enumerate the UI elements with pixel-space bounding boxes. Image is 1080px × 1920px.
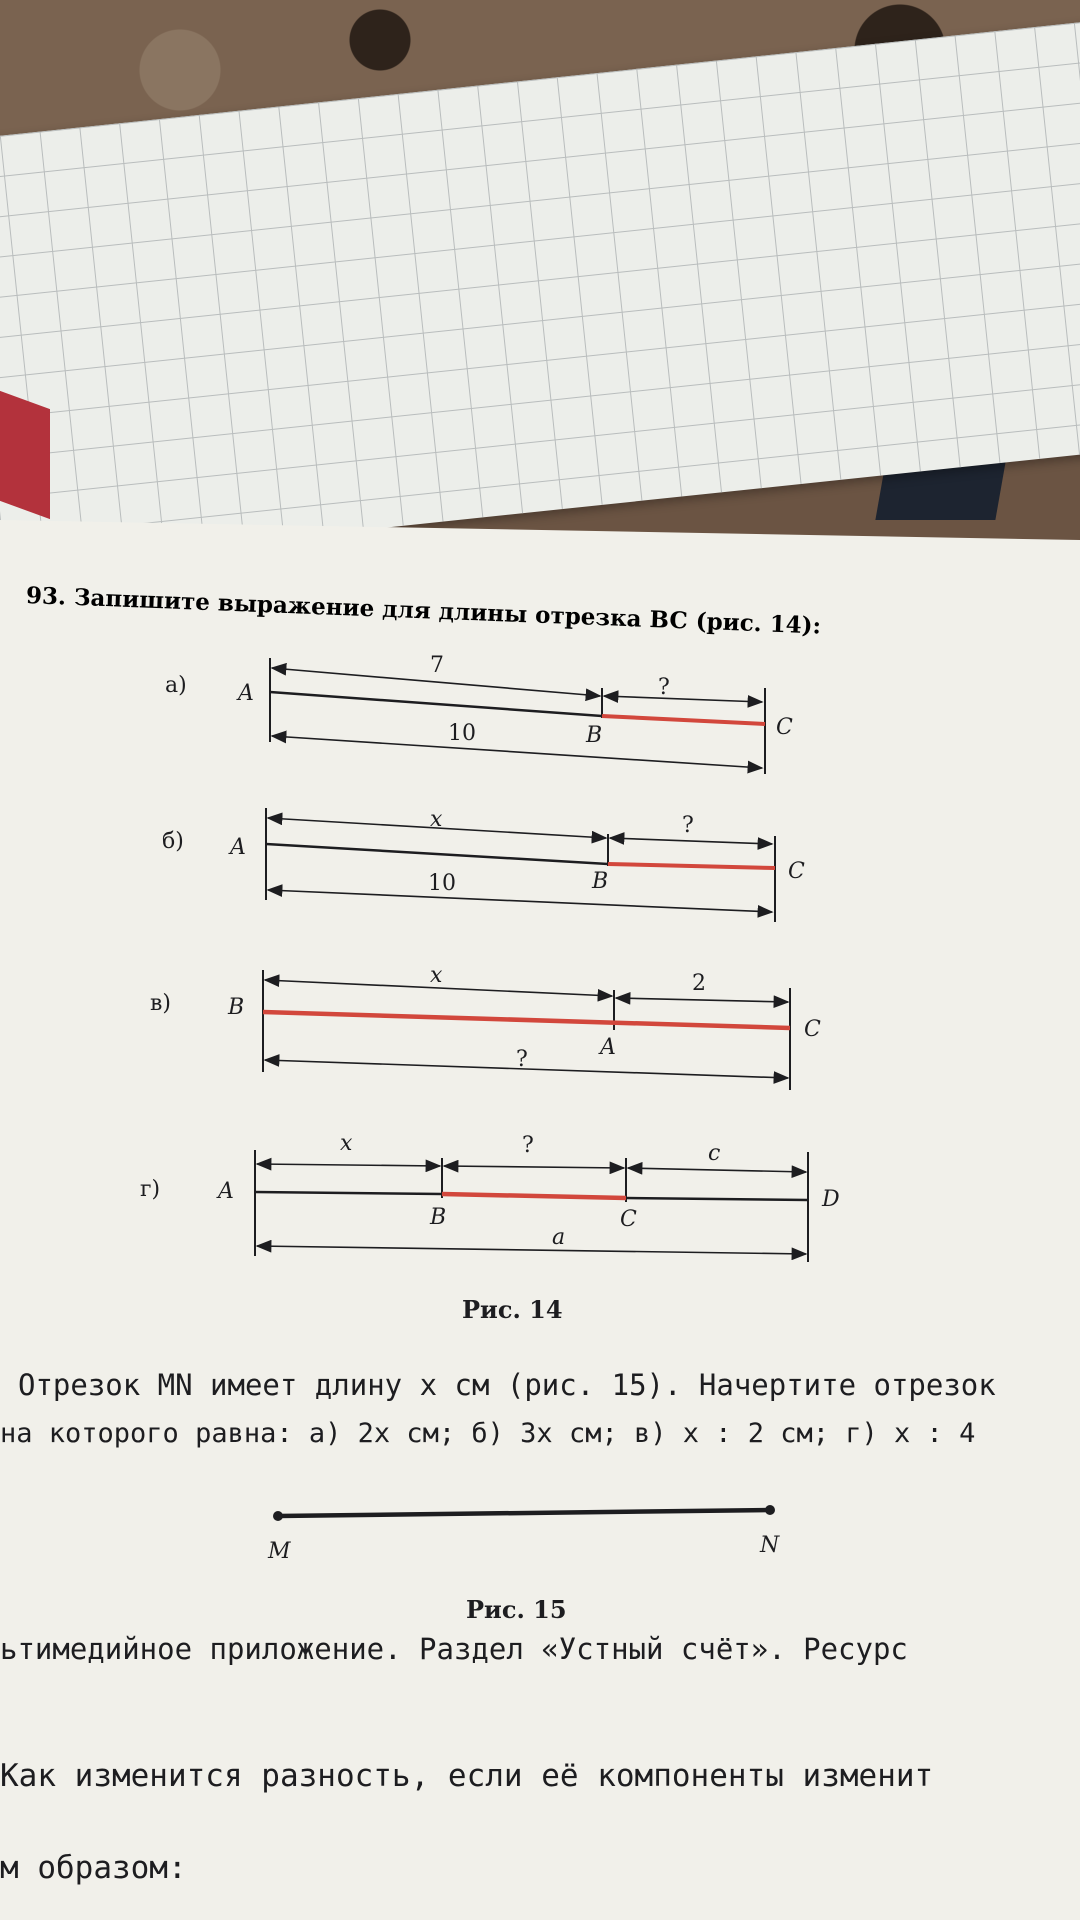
length-ac: 10	[428, 871, 456, 896]
point-b: B	[586, 723, 603, 748]
point-m: M	[268, 1539, 291, 1564]
part-a-label: а)	[165, 673, 187, 698]
point-b: B	[228, 995, 245, 1020]
footer-line-3: м образом:	[0, 1850, 187, 1886]
point-a: A	[218, 1179, 234, 1204]
length-bc-unknown: ?	[682, 813, 694, 838]
point-a: A	[238, 681, 254, 706]
point-c: C	[620, 1207, 637, 1232]
length-ab: x	[340, 1131, 353, 1156]
point-b: B	[592, 869, 609, 894]
point-c: C	[788, 859, 805, 884]
length-ac: 10	[448, 721, 476, 746]
fig14-part-b	[162, 807, 805, 922]
point-d: D	[822, 1187, 840, 1212]
part-v-label: в)	[150, 991, 171, 1016]
length-ab: 7	[430, 653, 444, 678]
footer-line-2: Как изменится разность, если её компоненты изменит	[0, 1758, 934, 1794]
figure-14-caption: Рис. 14	[462, 1295, 563, 1324]
problem-text: Запишите выражение для длины отрезка BC (рис. 14):	[73, 583, 822, 640]
point-c: C	[804, 1017, 821, 1042]
point-c: C	[776, 715, 793, 740]
part-g-label: г)	[140, 1177, 161, 1202]
task-line-1: Отрезок MN имеет длину x см (рис. 15). Начертите отрезок	[18, 1368, 996, 1402]
length-bc-unknown: ?	[522, 1133, 534, 1158]
length-ba: x	[430, 963, 443, 988]
task-line-2: на которого равна: а) 2x см; б) 3x см; в) x : 2 см; г) x : 4	[0, 1418, 976, 1449]
fig14-part-a	[165, 653, 793, 774]
point-a: A	[230, 835, 246, 860]
figure-15-caption: Рис. 15	[466, 1595, 567, 1624]
point-n: N	[760, 1533, 780, 1558]
point-a: A	[600, 1035, 616, 1060]
length-ac: 2	[692, 971, 706, 996]
footer-line-1: ьтимедийное приложение. Раздел «Устный счёт». Ресурс	[0, 1632, 908, 1666]
length-bc-unknown: ?	[516, 1047, 528, 1072]
point-b: B	[430, 1205, 447, 1230]
figure-15-diagram	[267, 1505, 780, 1564]
length-cd: c	[708, 1141, 721, 1166]
length-bc-unknown: ?	[658, 675, 670, 700]
part-b-label: б)	[162, 829, 184, 854]
problem-number: 93.	[25, 582, 67, 611]
length-ad: a	[552, 1225, 566, 1250]
fig14-part-v	[150, 963, 821, 1090]
length-ab: x	[430, 807, 443, 832]
fig14-part-g	[140, 1131, 840, 1262]
